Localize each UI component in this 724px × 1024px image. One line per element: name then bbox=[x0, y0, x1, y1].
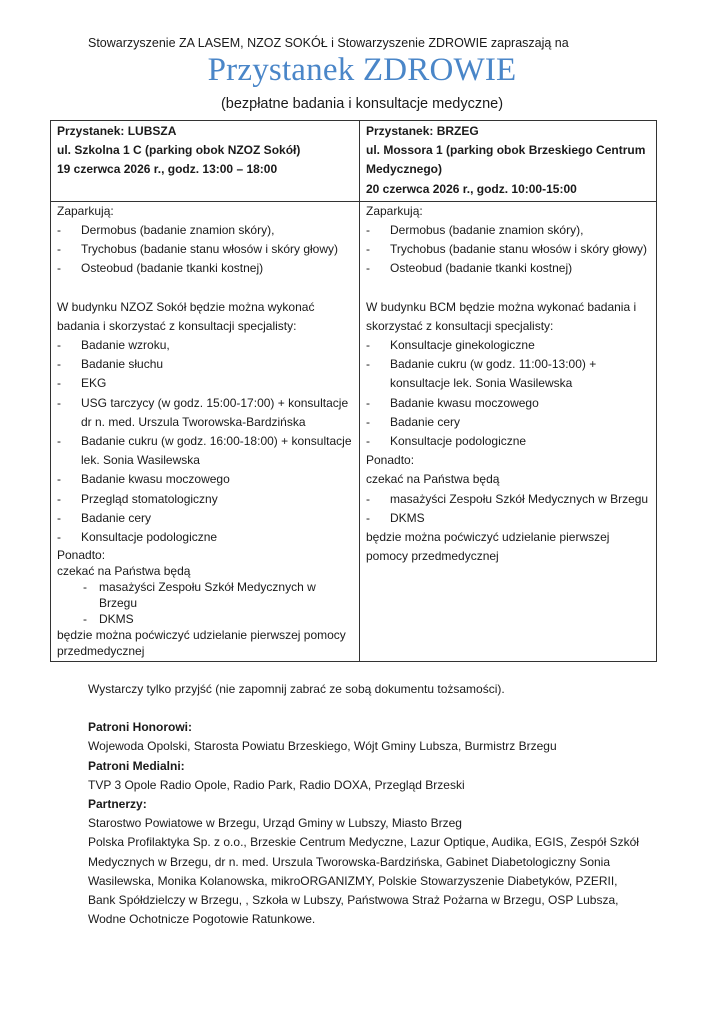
partners-label: Partnerzy: bbox=[88, 797, 147, 812]
list-item: - EKG bbox=[57, 374, 355, 393]
list-item: - USG tarczycy (w godz. 15:00-17:00) + konsultacje dr n. med. Urszula Tworowska-Bardzińska bbox=[57, 394, 355, 432]
list-item: - Konsultacje podologiczne bbox=[366, 432, 652, 451]
list-item: - Badanie kwasu moczowego bbox=[57, 470, 355, 489]
first-aid-text: będzie można poćwiczyć udzielanie pierwszej pomocy przedmedycznej bbox=[366, 530, 610, 564]
parked-label: Zaparkują: bbox=[57, 203, 114, 218]
first-aid-text: będzie można poćwiczyć udzielanie pierwszej pomocy przedmedycznej bbox=[57, 628, 346, 659]
list-item: - Badanie cukru (w godz. 16:00-18:00) + konsultacje lek. Sonia Wasilewska bbox=[57, 432, 355, 470]
moreover-label: Ponadto: bbox=[366, 453, 415, 468]
list-item: - DKMS bbox=[57, 611, 355, 627]
services-list bbox=[366, 336, 652, 451]
stop-datetime: 20 czerwca 2026 r., godz. 10:00-15:00 bbox=[366, 181, 577, 196]
parked-list bbox=[57, 221, 355, 279]
waiting-list bbox=[366, 490, 652, 528]
list-item: - Badanie cery bbox=[366, 413, 652, 432]
list-item: - Konsultacje podologiczne bbox=[57, 528, 355, 547]
stop-lubsza-details bbox=[51, 201, 360, 661]
list-item: - Badanie kwasu moczowego bbox=[366, 394, 652, 413]
stop-datetime: 19 czerwca 2026 r., godz. 13:00 – 18:00 bbox=[57, 162, 278, 177]
invitation-intro: Stowarzyszenie ZA LASEM, NZOZ SOKÓŁ i Stowarzyszenie ZDROWIE zapraszają na bbox=[88, 36, 569, 50]
stop-heading: Przystanek: BRZEG bbox=[366, 124, 479, 138]
services-list bbox=[57, 336, 355, 547]
list-item: - masażyści Zespołu Szkół Medycznych w Brzegu bbox=[57, 579, 355, 611]
building-intro: W budynku NZOZ Sokół będzie można wykonać badania i skorzystać z konsultacji specjalisty: bbox=[57, 299, 315, 333]
stops-body-row bbox=[51, 201, 657, 661]
stop-address: ul. Mossora 1 (parking obok Brzeskiego Centrum Medycznego) bbox=[366, 143, 646, 177]
partners-line-1: Starostwo Powiatowe w Brzegu, Urząd Gminy w Lubszy, Miasto Brzeg bbox=[88, 816, 462, 831]
stops-header-row bbox=[51, 121, 657, 202]
honorary-patrons-label: Patroni Honorowi: bbox=[88, 720, 192, 735]
id-reminder: Wystarczy tylko przyjść (nie zapomnij zabrać ze sobą dokumentu tożsamości). bbox=[88, 682, 505, 696]
list-item: - Trychobus (badanie stanu włosów i skóry głowy) bbox=[366, 240, 652, 259]
stop-lubsza-header bbox=[51, 121, 360, 202]
list-item: - Konsultacje ginekologiczne bbox=[366, 336, 652, 355]
list-item: - masażyści Zespołu Szkół Medycznych w Brzegu bbox=[366, 490, 652, 509]
honorary-patrons: Wojewoda Opolski, Starosta Powiatu Brzeskiego, Wójt Gminy Lubsza, Burmistrz Brzegu bbox=[88, 739, 557, 754]
page-subtitle: (bezpłatne badania i konsultacje medyczne) bbox=[220, 96, 504, 112]
stop-brzeg-details bbox=[360, 201, 657, 661]
page-title: Przystanek ZDROWIE bbox=[207, 52, 517, 88]
waiting-text: czekać na Państwa będą bbox=[57, 564, 191, 579]
waiting-list bbox=[57, 579, 355, 627]
list-item: - Trychobus (badanie stanu włosów i skóry głowy) bbox=[57, 240, 355, 259]
waiting-text: czekać na Państwa będą bbox=[366, 472, 500, 487]
media-patrons-label: Patroni Medialni: bbox=[88, 758, 185, 773]
list-item: - Osteobud (badanie tkanki kostnej) bbox=[366, 259, 652, 278]
parked-label: Zaparkują: bbox=[366, 203, 423, 218]
footer-section bbox=[88, 680, 648, 929]
media-patrons: TVP 3 Opole Radio Opole, Radio Park, Radio DOXA, Przegląd Brzeski bbox=[88, 777, 465, 792]
partners-line-2: Polska Profilaktyka Sp. z o.o., Brzeskie Centrum Medyczne, Lazur Optique, Audika, EGIS, Zespół Szkół Medycznych w Brzegu, dr n. med. Urszula Tworowska-Bardzińska, Gabinet Diabetologiczny Sonia Wasilewska, Monika Kolanowska, mikroORGANIZMY, Polskie Stowarzyszenie Diabetyków, PZERII, Bank Spółdzielczy w Brzegu, , Szkoła w Lubszy, Państwowa Straż Pożarna w Brzegu, OSP Lubsza, Wodne Ochotnicze Pogotowie Ratunkowe. bbox=[88, 835, 639, 927]
list-item: - DKMS bbox=[366, 509, 652, 528]
stop-brzeg-header bbox=[360, 121, 657, 202]
list-item: - Badanie wzroku, bbox=[57, 336, 355, 355]
building-intro: W budynku BCM będzie można wykonać badania i skorzystać z konsultacji specjalisty: bbox=[366, 299, 637, 333]
list-item: - Przegląd stomatologiczny bbox=[57, 490, 355, 509]
stop-heading: Przystanek: LUBSZA bbox=[57, 124, 177, 138]
stops-table bbox=[50, 120, 657, 662]
list-item: - Badanie cukru (w godz. 11:00-13:00) + konsultacje lek. Sonia Wasilewska bbox=[366, 355, 652, 393]
parked-list bbox=[366, 221, 652, 279]
list-item: - Dermobus (badanie znamion skóry), bbox=[57, 221, 355, 240]
moreover-label: Ponadto: bbox=[57, 548, 106, 563]
list-item: - Dermobus (badanie znamion skóry), bbox=[366, 221, 652, 240]
list-item: - Osteobud (badanie tkanki kostnej) bbox=[57, 259, 355, 278]
list-item: - Badanie słuchu bbox=[57, 355, 355, 374]
list-item: - Badanie cery bbox=[57, 509, 355, 528]
stop-address: ul. Szkolna 1 C (parking obok NZOZ Sokół) bbox=[57, 143, 301, 158]
